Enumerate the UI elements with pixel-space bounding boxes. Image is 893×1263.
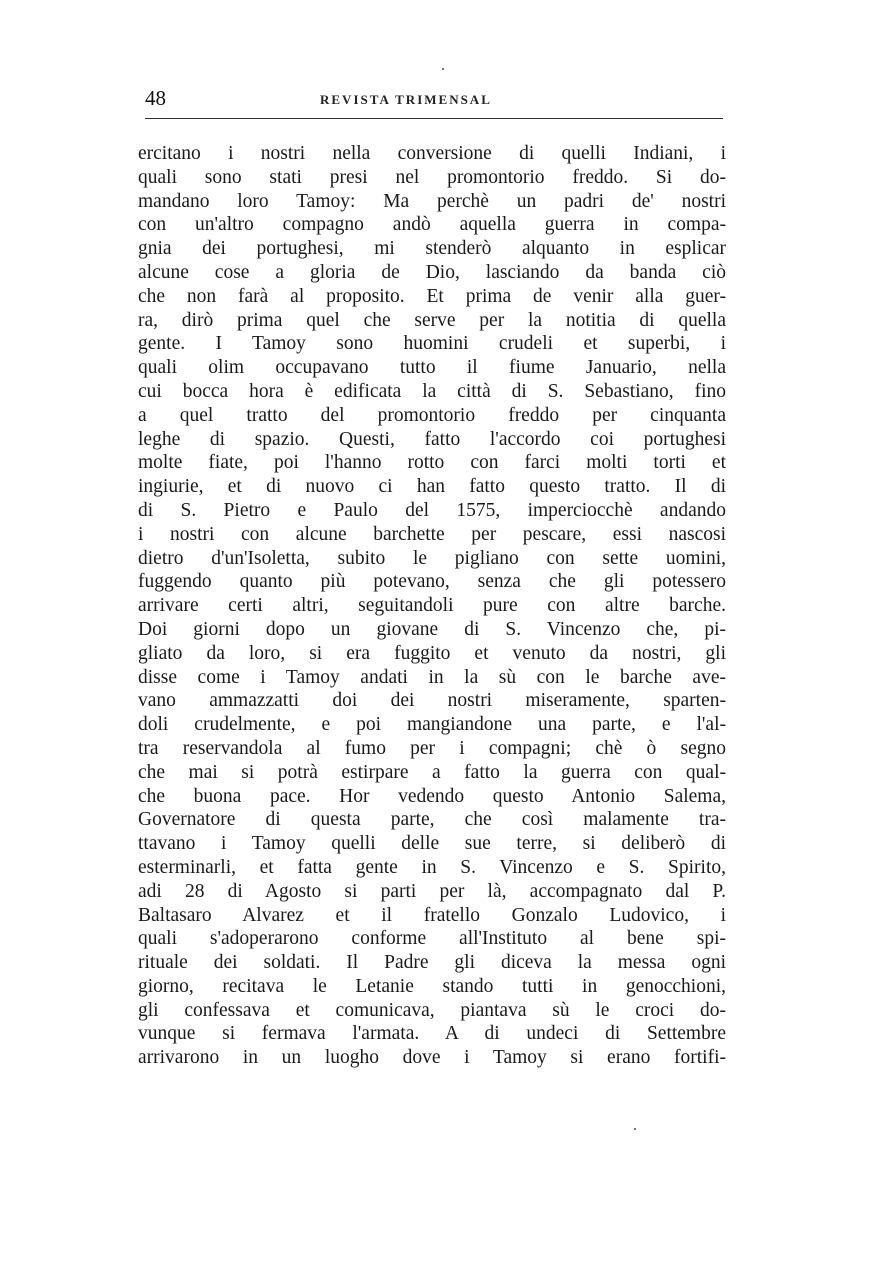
text-line: tra reservandola al fumo per i compagni; chè ò segno [138, 737, 726, 759]
text-line: i nostri con alcune barchette per pescare, essi nascosi [138, 523, 726, 545]
text-line: gnia dei portughesi, mi stenderò alquanto in esplicar [138, 238, 726, 260]
running-head: REVISTA TRIMENSAL [320, 92, 492, 107]
text-line: esterminarli, et fatta gente in S. Vincenzo e S. Spirito, [138, 856, 726, 878]
scan-speck [634, 1128, 636, 1130]
text-line: vunque si fermava l'armata. A di undeci di Settembre [138, 1023, 726, 1045]
scan-speck [442, 68, 444, 70]
text-line: con un'altro compagno andò aquella guerra in compa- [138, 214, 726, 236]
text-line: giorno, recitava le Letanie stando tutti in genocchioni, [138, 975, 726, 997]
text-line: doli crudelmente, e poi mangiandone una parte, e l'al- [138, 714, 726, 736]
text-line: quali sono stati presi nel promontorio freddo. Si do- [138, 166, 726, 188]
text-line: gli confessava et comunicava, piantava sù le croci do- [138, 999, 726, 1021]
text-line: alcune cose a gloria de Dio, lasciando da banda ciò [138, 261, 726, 283]
text-line: di S. Pietro e Paulo del 1575, imperciocchè andando [138, 499, 726, 521]
text-line: dietro d'un'Isoletta, subito le pigliano con sette uomini, [138, 547, 726, 569]
text-line: Baltasaro Alvarez et il fratello Gonzalo Ludovico, i [138, 904, 726, 926]
text-line: Governatore di questa parte, che così malamente tra- [138, 809, 726, 831]
text-line: gente. I Tamoy sono huomini crudeli et superbi, i [138, 333, 726, 355]
text-line: ra, dirò prima quel che serve per la notitia di quella [138, 309, 726, 331]
text-line: che non farà al proposito. Et prima de venir alla guer- [138, 285, 726, 307]
text-line: ingiurie, et di nuovo ci han fatto questo tratto. Il di [138, 476, 726, 498]
text-line: quali olim occupavano tutto il fiume Januario, nella [138, 357, 726, 379]
text-line: molte fiate, poi l'hanno rotto con farci molti torti et [138, 452, 726, 474]
page-number: 48 [145, 86, 166, 110]
text-line: Doi giorni dopo un giovane di S. Vincenzo che, pi- [138, 618, 726, 640]
text-line: ercitano i nostri nella conversione di quelli Indiani, i [138, 143, 726, 164]
text-line: arrivare certi altri, seguitandoli pure con altre barche. [138, 595, 726, 617]
text-line: rituale dei soldati. Il Padre gli diceva la messa ogni [138, 952, 726, 974]
text-line: arrivarono in un luogho dove i Tamoy si erano fortifi- [138, 1047, 726, 1069]
text-line: ttavano i Tamoy quelli delle sue terre, si deliberò di [138, 833, 726, 855]
page-header [145, 86, 723, 116]
text-line: mandano loro Tamoy: Ma perchè un padri de' nostri [138, 190, 726, 212]
text-line: fuggendo quanto più potevano, senza che gli potessero [138, 571, 726, 593]
body-text [138, 142, 726, 1070]
text-line: quali s'adoperarono conforme all'Instituto al bene spi- [138, 928, 726, 950]
text-line: a quel tratto del promontorio freddo per cinquanta [138, 404, 726, 426]
text-line: che buona pace. Hor vedendo questo Antonio Salema, [138, 785, 726, 807]
header-rule [145, 118, 723, 119]
text-line: gliato da loro, si era fuggito et venuto da nostri, gli [138, 642, 726, 664]
text-line: disse come i Tamoy andati in la sù con le barche ave- [138, 666, 726, 688]
text-line: adi 28 di Agosto si parti per là, accompagnato dal P. [138, 880, 726, 902]
text-line: vano ammazzatti doi dei nostri miseramente, sparten- [138, 690, 726, 712]
text-line: che mai si potrà estirpare a fatto la guerra con qual- [138, 761, 726, 783]
text-line: cui bocca hora è edificata la città di S. Sebastiano, fino [138, 380, 726, 402]
text-line: leghe di spazio. Questi, fatto l'accordo coi portughesi [138, 428, 726, 450]
